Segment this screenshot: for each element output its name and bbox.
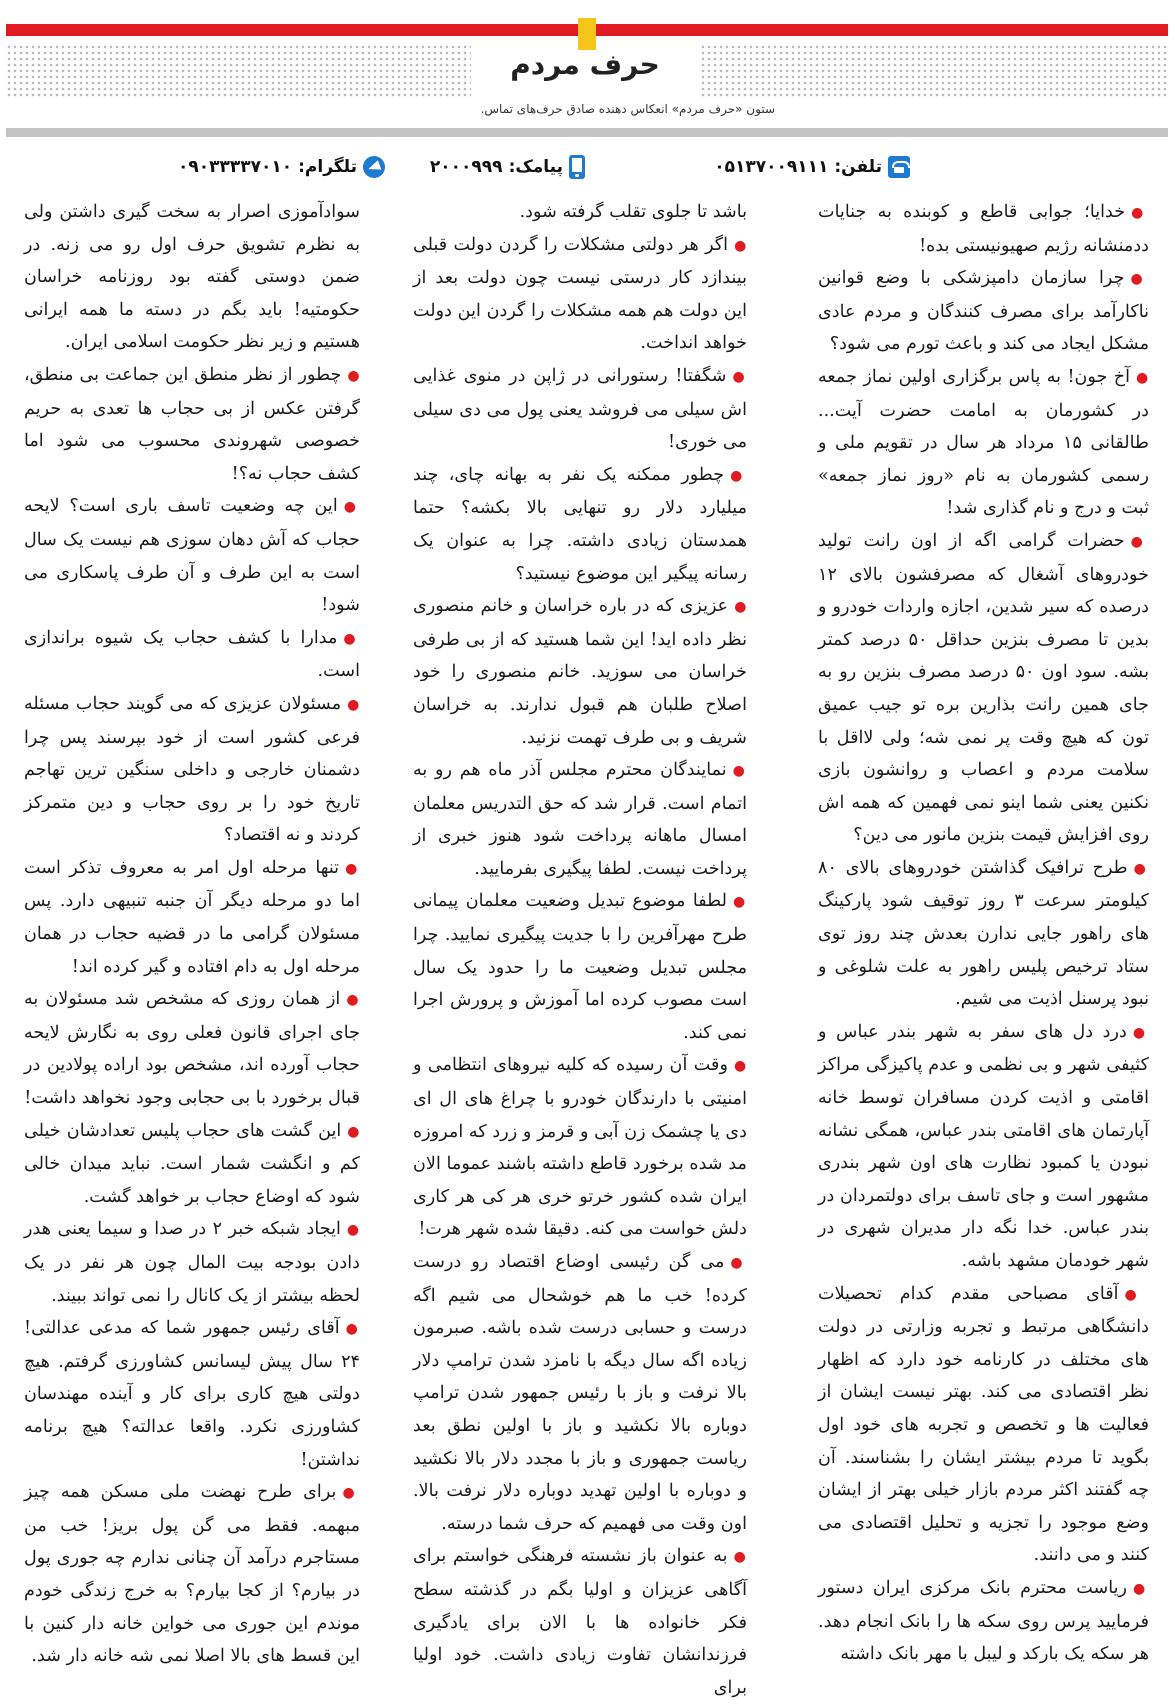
- text-column-middle: [413, 196, 748, 1698]
- reader-message-text: وقت آن رسیده که کلیه نیروهای انتظامی و امنیتی با دارندگان خودرو با چراغ های ال ای دی یا چشمک زن آبی و قرمز و زرد که امروزه مد شده برخورد قاطع داشته باشند عموما الان ایران شده کشور خرتو خری هر کی هر کاری دلش خواست می کنه. دقیقا شده شهر هرت!: [413, 1055, 747, 1240]
- reader-message: [413, 590, 747, 754]
- text-column-right: [818, 196, 1149, 1686]
- reader-message-text: شگفتا! رستورانی در ژاپن در منوی غذایی اش سیلی می فروشد یعنی پول می دی سیلی می خوری!: [413, 365, 747, 453]
- reader-message-text: به عنوان باز نشسته فرهنگی خواستم برای آگاهی عزیزان و اولیا بگم در گذشته سطح فکر خانواده ها با الان برای یادگیری فرزندانشان تفاوت زیادی داشت. خود اولیا برای: [413, 1546, 747, 1698]
- column-title: حرف مردم: [510, 48, 660, 81]
- red-bullet-icon: ●: [346, 992, 360, 1009]
- reader-message-text: خدایا؛ جوابی قاطع و کوبنده به جنایات ددمنشانه رژیم صهیونیستی بده!: [818, 202, 1149, 256]
- telegram-number: ۰۹۰۳۳۳۳۷۰۱۰: [177, 157, 293, 177]
- red-bullet-icon: ●: [343, 499, 361, 516]
- reader-message-text: آخ جون! به پاس برگزاری اولین نماز جمعه در کشورمان به امامت حضرت آیت... طالقانی ۱۵ مرداد هر سال در تقویم ملی و رسمی کشورمان به نام «روز نماز جمعه» ثبت و درج و نام گذاری شد!: [818, 366, 1149, 519]
- reader-message: [818, 525, 1149, 852]
- reader-message: [413, 229, 747, 360]
- red-bullet-icon: ●: [733, 1058, 747, 1075]
- reader-message: [413, 885, 747, 1049]
- reader-message-text: این چه وضعیت تاسف باری است؟ لایحه حجاب که آش دهان سوزی هم نیست یک سال است به این طرف و آن طرف پاسکاری می شود!: [24, 496, 360, 616]
- reader-message: [818, 1016, 1149, 1278]
- red-bullet-icon: ●: [1130, 271, 1149, 288]
- reader-message: [818, 852, 1149, 1016]
- reader-message: [818, 196, 1149, 262]
- reader-message: [818, 1572, 1149, 1671]
- red-bullet-icon: ●: [734, 237, 747, 254]
- reader-message: [24, 1213, 360, 1312]
- reader-message: [818, 262, 1149, 361]
- reader-message: [24, 359, 360, 490]
- phone-label: تلفن:: [834, 157, 882, 177]
- contact-telegram: [178, 152, 385, 182]
- telegram-icon: [363, 156, 385, 178]
- contact-sms: [430, 152, 585, 182]
- red-bullet-icon: ●: [734, 599, 747, 616]
- column-subtitle: ستون «حرف مردم» انعکاس دهنده صادق حرف‌های تماس.: [480, 102, 775, 116]
- reader-message-text: این گشت های حجاب پلیس تعدادشان خیلی کم و انگشت شمار است. نباید میدان خالی شود که اوضاع حجاب بر خواهد گشت.: [24, 1120, 360, 1207]
- phone-icon: [888, 156, 910, 178]
- red-bullet-icon: ●: [345, 860, 360, 877]
- reader-message-text: سوادآموزی اصرار به سخت گیری داشتن ولی به نظرم تشویق حرف اول رو می زنه. در ضمن دوستی گفته بود روزنامه خراسان حکومتیه! باید بگم در دسته ما همه ایرانی هستیم و زیر نظر حکومت اسلامی ایران.: [24, 202, 360, 353]
- reader-message-text: عزیزی که در باره خراسان و خانم منصوری نظر داده اید! این شما هستید که از بی طرفی خراسان می سوزید. خانم منصوری را خود اصلاح طلبان هم قبول ندارند. به خراسان شریف و بی طرف تهمت نزنید.: [413, 596, 747, 748]
- telegram-label: تلگرام:: [298, 157, 357, 177]
- red-bullet-icon: ●: [342, 1485, 361, 1502]
- reader-message-text: تنها مرحله اول امر به معروف تذکر است اما دو مرحله دیگر آن جنبه تنبیهی دارد. پس مسئولان گرامی ما در قضیه حجاب در همان مرحله اول به دام افتاده و گیر کرده اند!: [24, 857, 360, 977]
- reader-message-text: چرا سازمان دامپزشکی با وضع قوانین ناکارآمد برای مصرف کنندگان و مردم عادی مشکل ایجاد می کند و باعث تورم می شود؟: [818, 268, 1149, 355]
- red-bullet-icon: ●: [347, 367, 360, 384]
- red-bullet-icon: ●: [1132, 1024, 1150, 1041]
- red-bullet-icon: ●: [1133, 860, 1149, 877]
- reader-message: [413, 196, 747, 229]
- reader-message: [413, 1540, 747, 1704]
- reader-message-text: مدارا با کشف حجاب یک شیوه براندازی است.: [24, 627, 360, 682]
- header-grey-bar: [6, 128, 1168, 137]
- reader-message-text: چطور ممکنه یک نفر به بهانه چای، چند میلیارد دلار رو تنهایی بالا بکشه؟ حتما همدستان زیادی داشته. چرا به عنوان یک رسانه پیگیر این موضوع نیستید؟: [413, 464, 747, 584]
- reader-message-text: طرح ترافیک گذاشتن خودروهای بالای ۸۰ کیلومتر سرعت ۳ روز توقیف شود پارکینگ های راهور جایی ندارن بعدش چند روز توی ستاد ترخیص پلیس راهور به علت شلوغی و نبود پرسنل اذیت می شیم.: [818, 857, 1149, 1010]
- reader-message: [24, 852, 360, 983]
- reader-message: [24, 490, 360, 621]
- red-bullet-icon: ●: [347, 696, 360, 713]
- sms-number: ۲۰۰۰۹۹۹: [429, 157, 503, 177]
- red-bullet-icon: ●: [343, 630, 360, 647]
- red-bullet-icon: ●: [1130, 533, 1149, 550]
- red-bullet-icon: ●: [730, 467, 748, 484]
- header-yellow-tab: [578, 18, 596, 50]
- reader-message-text: برای طرح نهضت ملی مسکن همه چیز مبهمه. فقط می گن پول بریز! خب من مستاجرم درآمد آن چنانی ندارم چه جوری پول در بیارم؟ از کجا بیارم؟ به خرج زندگی خودم موندم این جوری می خواین خانه دار کنین با این قسط های بالا اصلا نمی شه خانه دار شد.: [24, 1482, 360, 1667]
- contact-phone: [714, 152, 910, 182]
- red-bullet-icon: ●: [1131, 205, 1149, 221]
- text-column-left: [24, 196, 360, 1686]
- reader-message: [413, 1246, 747, 1540]
- red-bullet-icon: ●: [730, 1255, 747, 1271]
- reader-message-text: می گن رئیسی اوضاع اقتصاد رو درست کرده! خب ما هم خوشحال می شیم اگه درست و حسابی درست شده باشه. صبرمون زیاده اگه سال دیگه با نامزد شدن ترامپ دلار بالا نرفت و باز با رئیس جمهور شدن ترامپ دوباره بالا نکشید و باز با اولین نطق بعد ریاست جمهوری و باز با مجدد دلار بالا نکشید و دوباره با اولین تهدید دوباره دلار نرفت بالا. اون وقت می فهمیم که حرف شما درسته.: [413, 1252, 747, 1534]
- reader-message-text: درد دل های سفر به شهر بندر عباس و کثیفی شهر و بی نظمی و عدم پاکیزگی مراکز اقامتی و اذیت کردن مسافران توسط خانه آپارتمان های اقامتی بندر عباس، همگی نشانه نبودن یا کمبود نظارت های اون شهر بندری مشهور است و جای تاسف برای دولتمردان در بندر عباس. خدا نگه دار مدیران شهری در شهر خودمان مشهد باشه.: [818, 1021, 1149, 1271]
- red-bullet-icon: ●: [732, 763, 747, 780]
- reader-message-text: ایجاد شبکه خبر ۲ در صدا و سیما یعنی هدر دادن بودجه بیت المال چون هر نفر در یک لحظه بیشتر از یک کانال را نمی تواند ببیند.: [24, 1219, 360, 1306]
- reader-message: [24, 196, 360, 359]
- reader-message: [24, 622, 360, 688]
- red-bullet-icon: ●: [732, 894, 747, 911]
- reader-message: [413, 360, 747, 459]
- red-bullet-icon: ●: [1124, 1286, 1150, 1303]
- reader-message: [24, 983, 360, 1114]
- phone-number: ۰۵۱۳۷۰۰۹۱۱۱: [714, 157, 829, 177]
- reader-message: [24, 1312, 360, 1476]
- red-bullet-icon: ●: [345, 1321, 360, 1338]
- reader-message: [818, 361, 1149, 525]
- header-dot-pattern-right: [700, 44, 1168, 98]
- reader-message-text: آقای رئیس جمهور شما که مدعی عدالتی! ۲۴ سال پیش لیسانس کشاورزی گرفتم. هیچ دولتی هیچ کاری برای کار و آینده مهندسان کشاورزی نکرد. واقعا عدالته؟ هیچ برنامه نداشتن!: [24, 1318, 360, 1470]
- reader-message-text: باشد تا جلوی تقلب گرفته شود.: [519, 202, 747, 222]
- reader-message-text: نمایندگان محترم مجلس آذر ماه هم رو به اتمام است. قرار شد که حق التدریس معلمان امسال ماهانه پرداخت شود هنوز خبری از پرداخت نیست. لطفا پیگیری بفرمایید.: [413, 760, 747, 879]
- reader-message-text: حضرات گرامی اگه از اون رانت تولید خودروهای آشغال که مصرفشون بالای ۱۲ درصده که سیر شدین، اجازه واردات خودرو و بدین تا مصرف بنزین حداقل ۵۰ درصد کمتر بشه. سود اون ۵۰ درصد مصرف بنزین رو به جای همین رانت بذارین بره تو جیب عمیق تون که هیچ وقت پر نمی شه؛ ولی لااقل با سلامت مردم و اعصاب و روانشون بازی نکنین یعنی شما اینو نمی فهمین که همه اش روی افزایش قیمت بنزین مانور می دین؟: [818, 530, 1149, 846]
- reader-message: [818, 1278, 1149, 1572]
- red-bullet-icon: ●: [732, 368, 747, 385]
- reader-message-text: از همان روزی که مشخص شد مسئولان به جای اجرای قانون فعلی روی به نگارش لایحه حجاب آورده اند، مشخص بود اراده پولادین در قبال برخورد با بی حجابی وجود نخواهد داشت!: [24, 989, 360, 1109]
- reader-message-text: ریاست محترم بانک مرکزی ایران دستور فرمایید پرس روی سکه ها را بانک انجام دهد. هر سکه یک بارکد و لیبل با مهر بانک داشته: [818, 1577, 1149, 1665]
- red-bullet-icon: ●: [1133, 1580, 1149, 1597]
- red-bullet-icon: ●: [733, 1549, 747, 1566]
- reader-message: [24, 1115, 360, 1214]
- reader-message: [413, 1049, 747, 1246]
- red-bullet-icon: ●: [347, 1123, 360, 1140]
- reader-message-text: اگر هر دولتی مشکلات را گردن دولت قبلی بیندازد کار درستی نیست چون دولت بعد از این دولت هم همه مشکلات را گردن این دولت خواهد انداخت.: [413, 234, 747, 354]
- red-bullet-icon: ●: [346, 1222, 360, 1239]
- reader-message-text: لطفا موضوع تبدیل وضعیت معلمان پیمانی طرح مهرآفرین را با جدیت پیگیری نمایید. چرا مجلس تبدیل وضعیت ما را حدود یک سال است مصوب کرده اما آموزش و پرورش اجرا نمی کند.: [413, 891, 747, 1043]
- reader-message: [413, 459, 747, 590]
- red-bullet-icon: ●: [1136, 369, 1150, 386]
- reader-message-text: چطور از نظر منطق این جماعت بی منطق، گرفتن عکس از بی حجاب ها تعدی به حریم خصوصی شهروندی محسوب می شود اما کشف حجاب نه؟!: [24, 364, 360, 484]
- reader-message: [24, 1476, 360, 1673]
- mobile-sms-icon: [569, 155, 585, 179]
- header-dot-pattern-left: [6, 44, 471, 98]
- reader-message-text: مسئولان عزیزی که می گویند حجاب مسئله فرعی کشور است از خود بپرسند پس چرا دشمنان خارجی و داخلی سنگین ترین تهاجم تاریخ خود را بر روی حجاب و دین متمرکز کردند و نه اقتصاد؟: [24, 693, 360, 846]
- reader-message: [24, 688, 360, 852]
- reader-message: [413, 754, 747, 885]
- reader-message-text: آقای مصباحی مقدم کدام تحصیلات دانشگاهی مرتبط و تجربه وزارتی در دولت های مختلف در کارنامه خود دارد که اظهار نظر اقتصادی می کند. بهتر نیست ایشان از فعالیت ها و تخصص و تجربه های خود اول بگوید تا مردم بیشتر ایشان را بشناسند. آن چه گفتند اکثر مردم بازار خیلی بهتر از ایشان وضع موجود را تجزیه و تحلیل اقتصادی می کنند و می دانند.: [818, 1283, 1149, 1566]
- sms-label: پیامک:: [508, 157, 563, 177]
